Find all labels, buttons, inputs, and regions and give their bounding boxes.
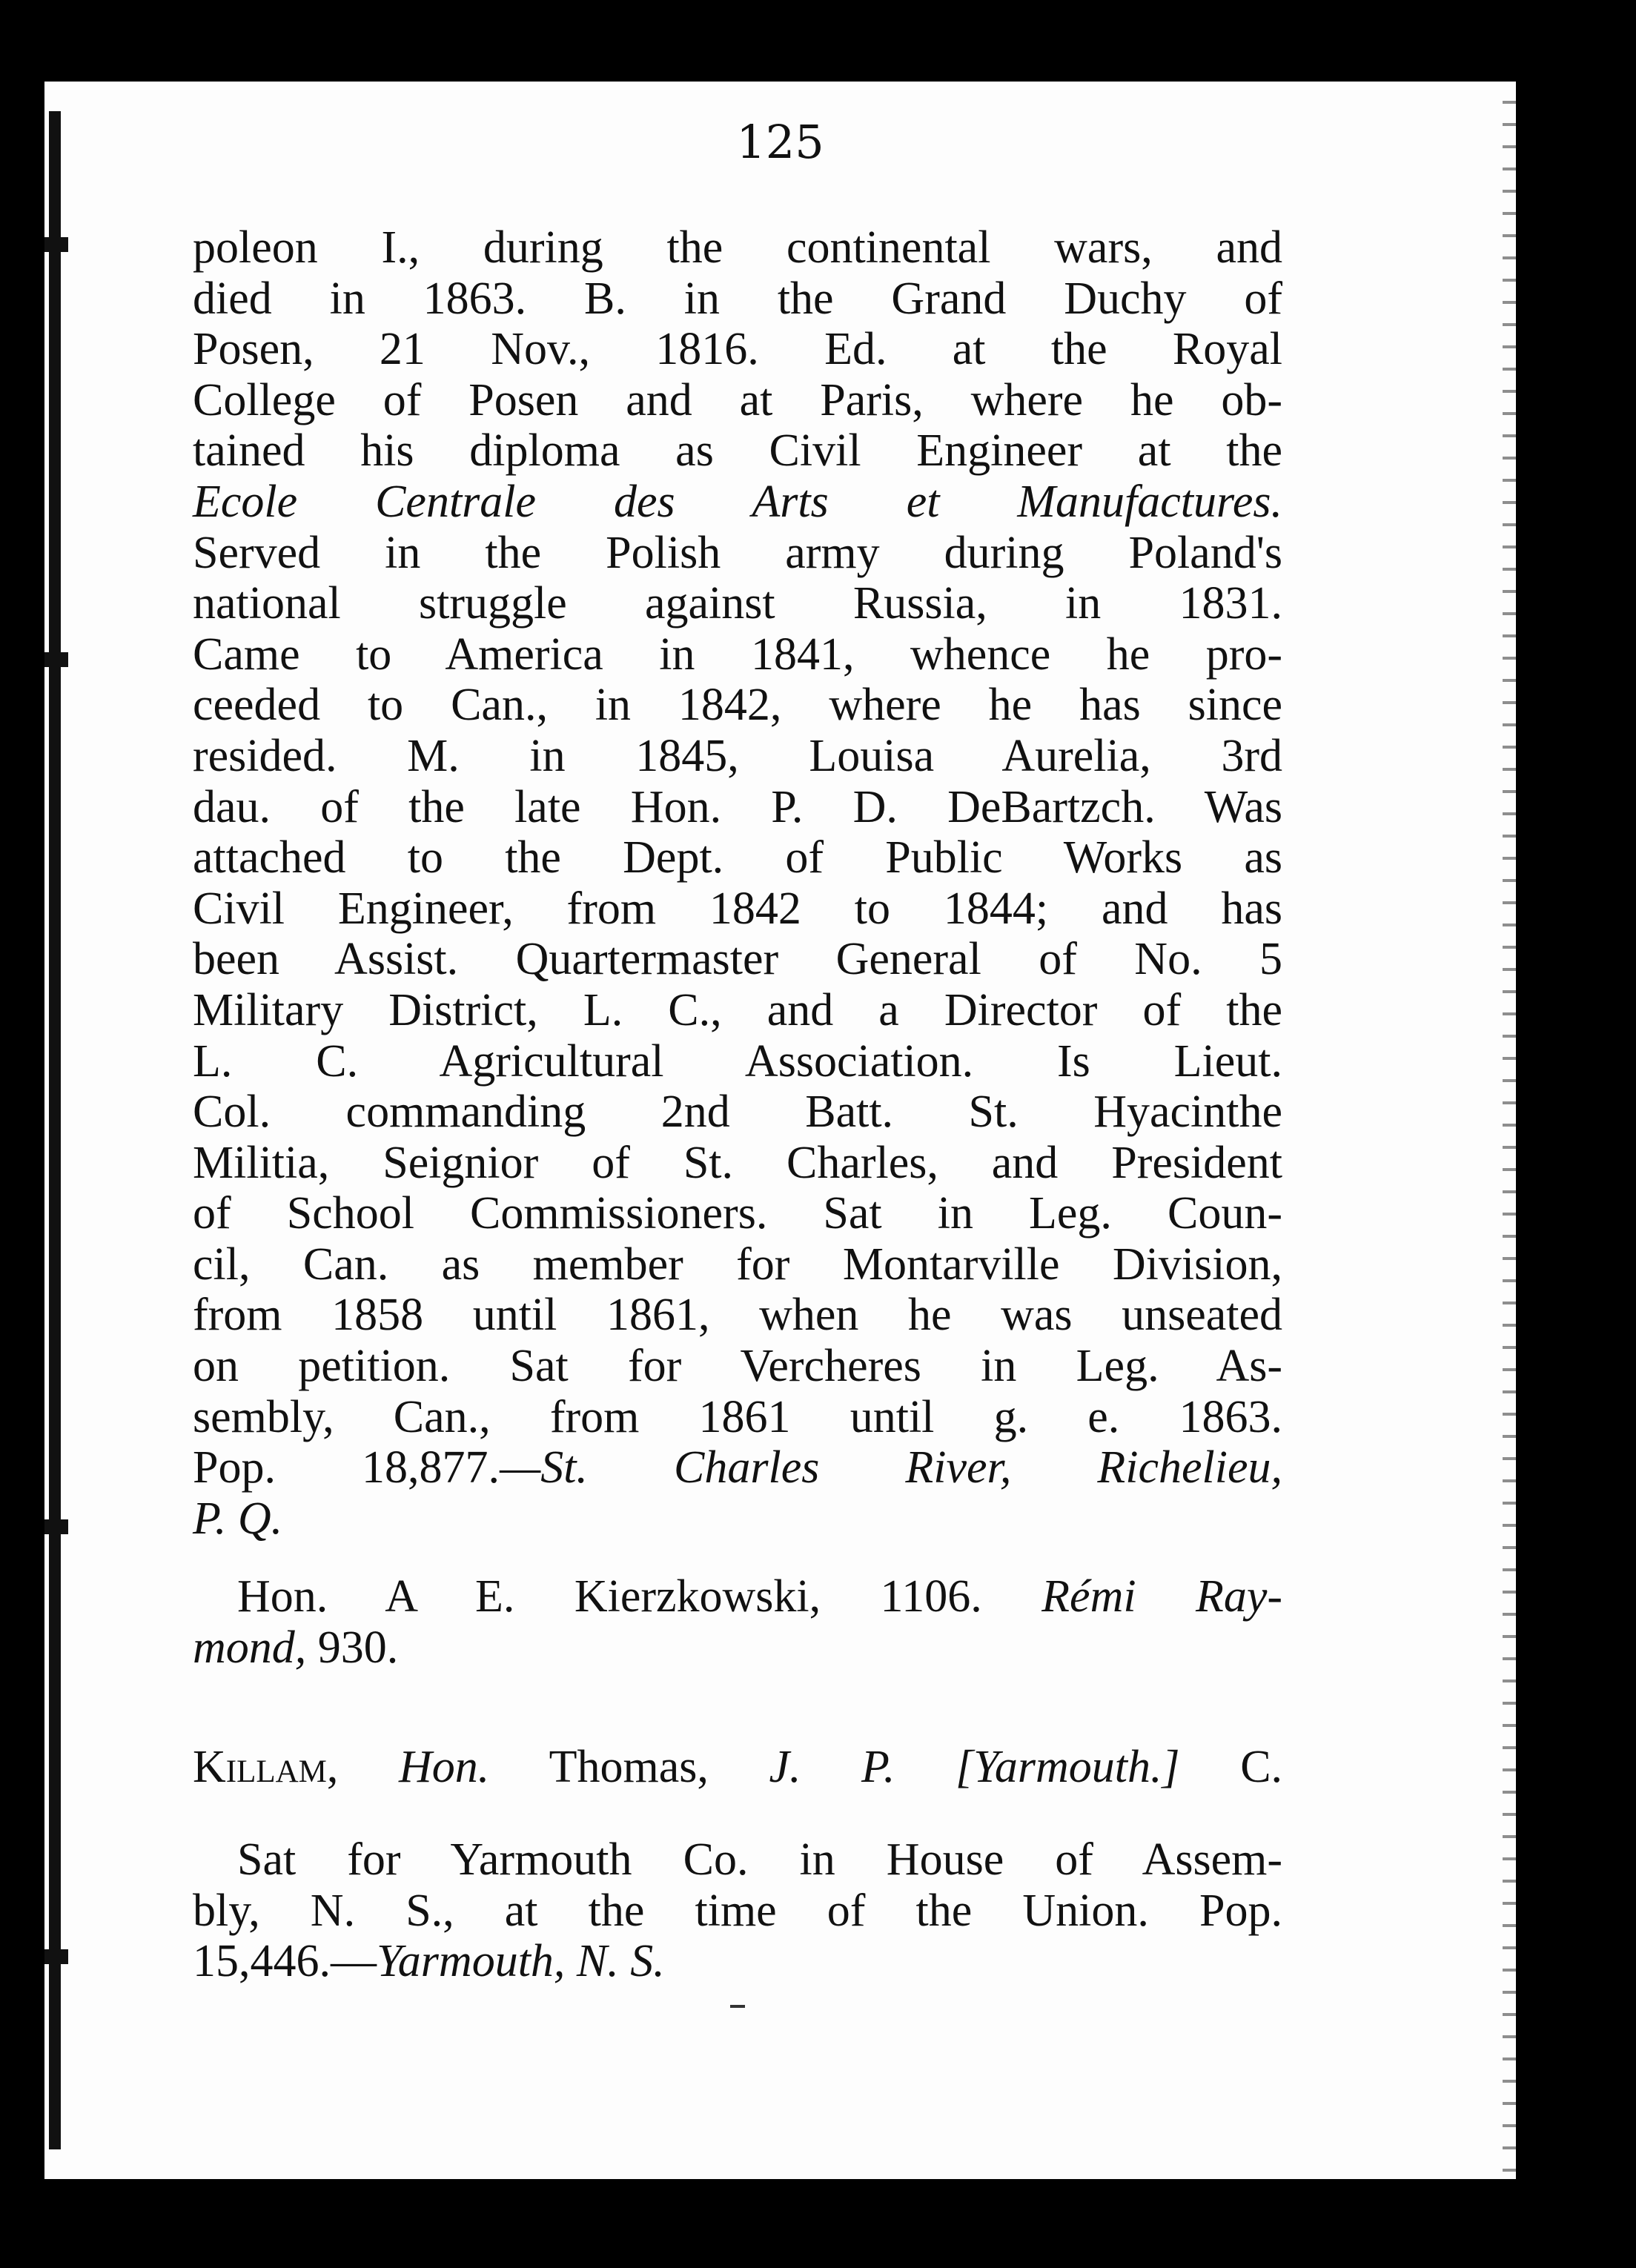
text-line: on petition. Sat for Vercheres in Leg. As- — [193, 1341, 1282, 1392]
text-line-mixed — [193, 1936, 1282, 1987]
binding-tick — [44, 652, 68, 667]
text-line-mixed — [193, 1442, 1282, 1493]
text-line: died in 1863. B. in the Grand Duchy of — [193, 273, 1282, 324]
text-line: bly, N. S., at the time of the Union. Pop. — [193, 1885, 1282, 1936]
vote-opponent-cont: mond, — [193, 1622, 307, 1673]
biography-entry-continued — [193, 222, 1282, 1544]
population-text: Pop. 18,877. — [193, 1442, 500, 1493]
text-line-italic: P. Q. — [193, 1493, 283, 1544]
vote-line — [193, 1622, 1282, 1674]
text-line: L. C. Agricultural Association. Is Lieut. — [193, 1035, 1282, 1087]
vote-opponent: Rémi Ray- — [1041, 1571, 1283, 1622]
entry-heading — [193, 1742, 1282, 1793]
population-text: 15,446.— — [193, 1936, 377, 1987]
entry-party: C. — [1240, 1742, 1283, 1792]
text-line: been Assist. Quartermaster General of No. 5 — [193, 934, 1282, 985]
text-line: College of Posen and at Paris, where he ob- — [193, 374, 1282, 425]
residence-text: —St. Charles River, Richelieu, — [500, 1442, 1282, 1493]
text-line: tained his diploma as Civil Engineer at the — [193, 425, 1282, 477]
entry-jp: J. P. — [769, 1742, 895, 1792]
text-line: Sat for Yarmouth Co. in House of Assem- — [237, 1834, 1282, 1885]
text-line: resided. M. in 1845, Louisa Aurelia, 3rd — [193, 730, 1282, 781]
binding-tick — [44, 237, 68, 252]
text-line: of School Commissioners. Sat in Leg. Coun- — [193, 1188, 1282, 1239]
entry-riding: [Yarmouth.] — [955, 1742, 1180, 1792]
page-number: 125 — [736, 115, 824, 169]
binding-rule — [49, 111, 61, 2149]
text-line: sembly, Can., from 1861 until g. e. 1863. — [193, 1391, 1282, 1442]
biography-entry — [193, 1834, 1282, 1987]
entry-given-name: Thomas, — [549, 1742, 709, 1792]
text-line: poleon I., during the continental wars, and — [193, 222, 1282, 273]
text-line: Came to America in 1841, whence he pro- — [193, 629, 1282, 680]
text-line: Militia, Seignior of St. Charles, and President — [193, 1137, 1282, 1188]
residence-text: Yarmouth, N. S. — [377, 1936, 665, 1987]
text-line: Posen, 21 Nov., 1816. Ed. at the Royal — [193, 324, 1282, 375]
entry-surname: Killam, — [193, 1742, 339, 1792]
text-line-italic: Ecole Centrale des Arts et Manufactures. — [193, 476, 1282, 527]
text-line: dau. of the late Hon. P. D. DeBartzch. Was — [193, 781, 1282, 832]
text-line: attached to the Dept. of Public Works as — [193, 832, 1282, 883]
entry-title: Hon. — [398, 1742, 490, 1792]
text-line: from 1858 until 1861, when he was unseated — [193, 1290, 1282, 1341]
decorative-dash — [730, 2005, 745, 2008]
text-line: Military District, L. C., and a Director of the — [193, 984, 1282, 1035]
text-line: ceeded to Can., in 1842, where he has since — [193, 680, 1282, 731]
vote-line — [193, 1571, 1282, 1622]
text-line: Served in the Polish army during Poland's — [193, 527, 1282, 578]
binding-tick — [44, 1519, 68, 1534]
text-line: cil, Can. as member for Montarville Division, — [193, 1239, 1282, 1290]
election-result — [193, 1571, 1282, 1673]
book-page — [44, 82, 1516, 2179]
binding-tick — [44, 1949, 68, 1964]
text-line: Col. commanding 2nd Batt. St. Hyacinthe — [193, 1087, 1282, 1138]
text-line: national struggle against Russia, in 1831. — [193, 578, 1282, 629]
vote-count: 930. — [317, 1622, 399, 1673]
page-edge — [1503, 82, 1516, 2179]
heading-line — [193, 1742, 1282, 1793]
vote-winner: Hon. A E. Kierzkowski, 1106. — [237, 1571, 982, 1622]
text-line: Civil Engineer, from 1842 to 1844; and has — [193, 883, 1282, 934]
